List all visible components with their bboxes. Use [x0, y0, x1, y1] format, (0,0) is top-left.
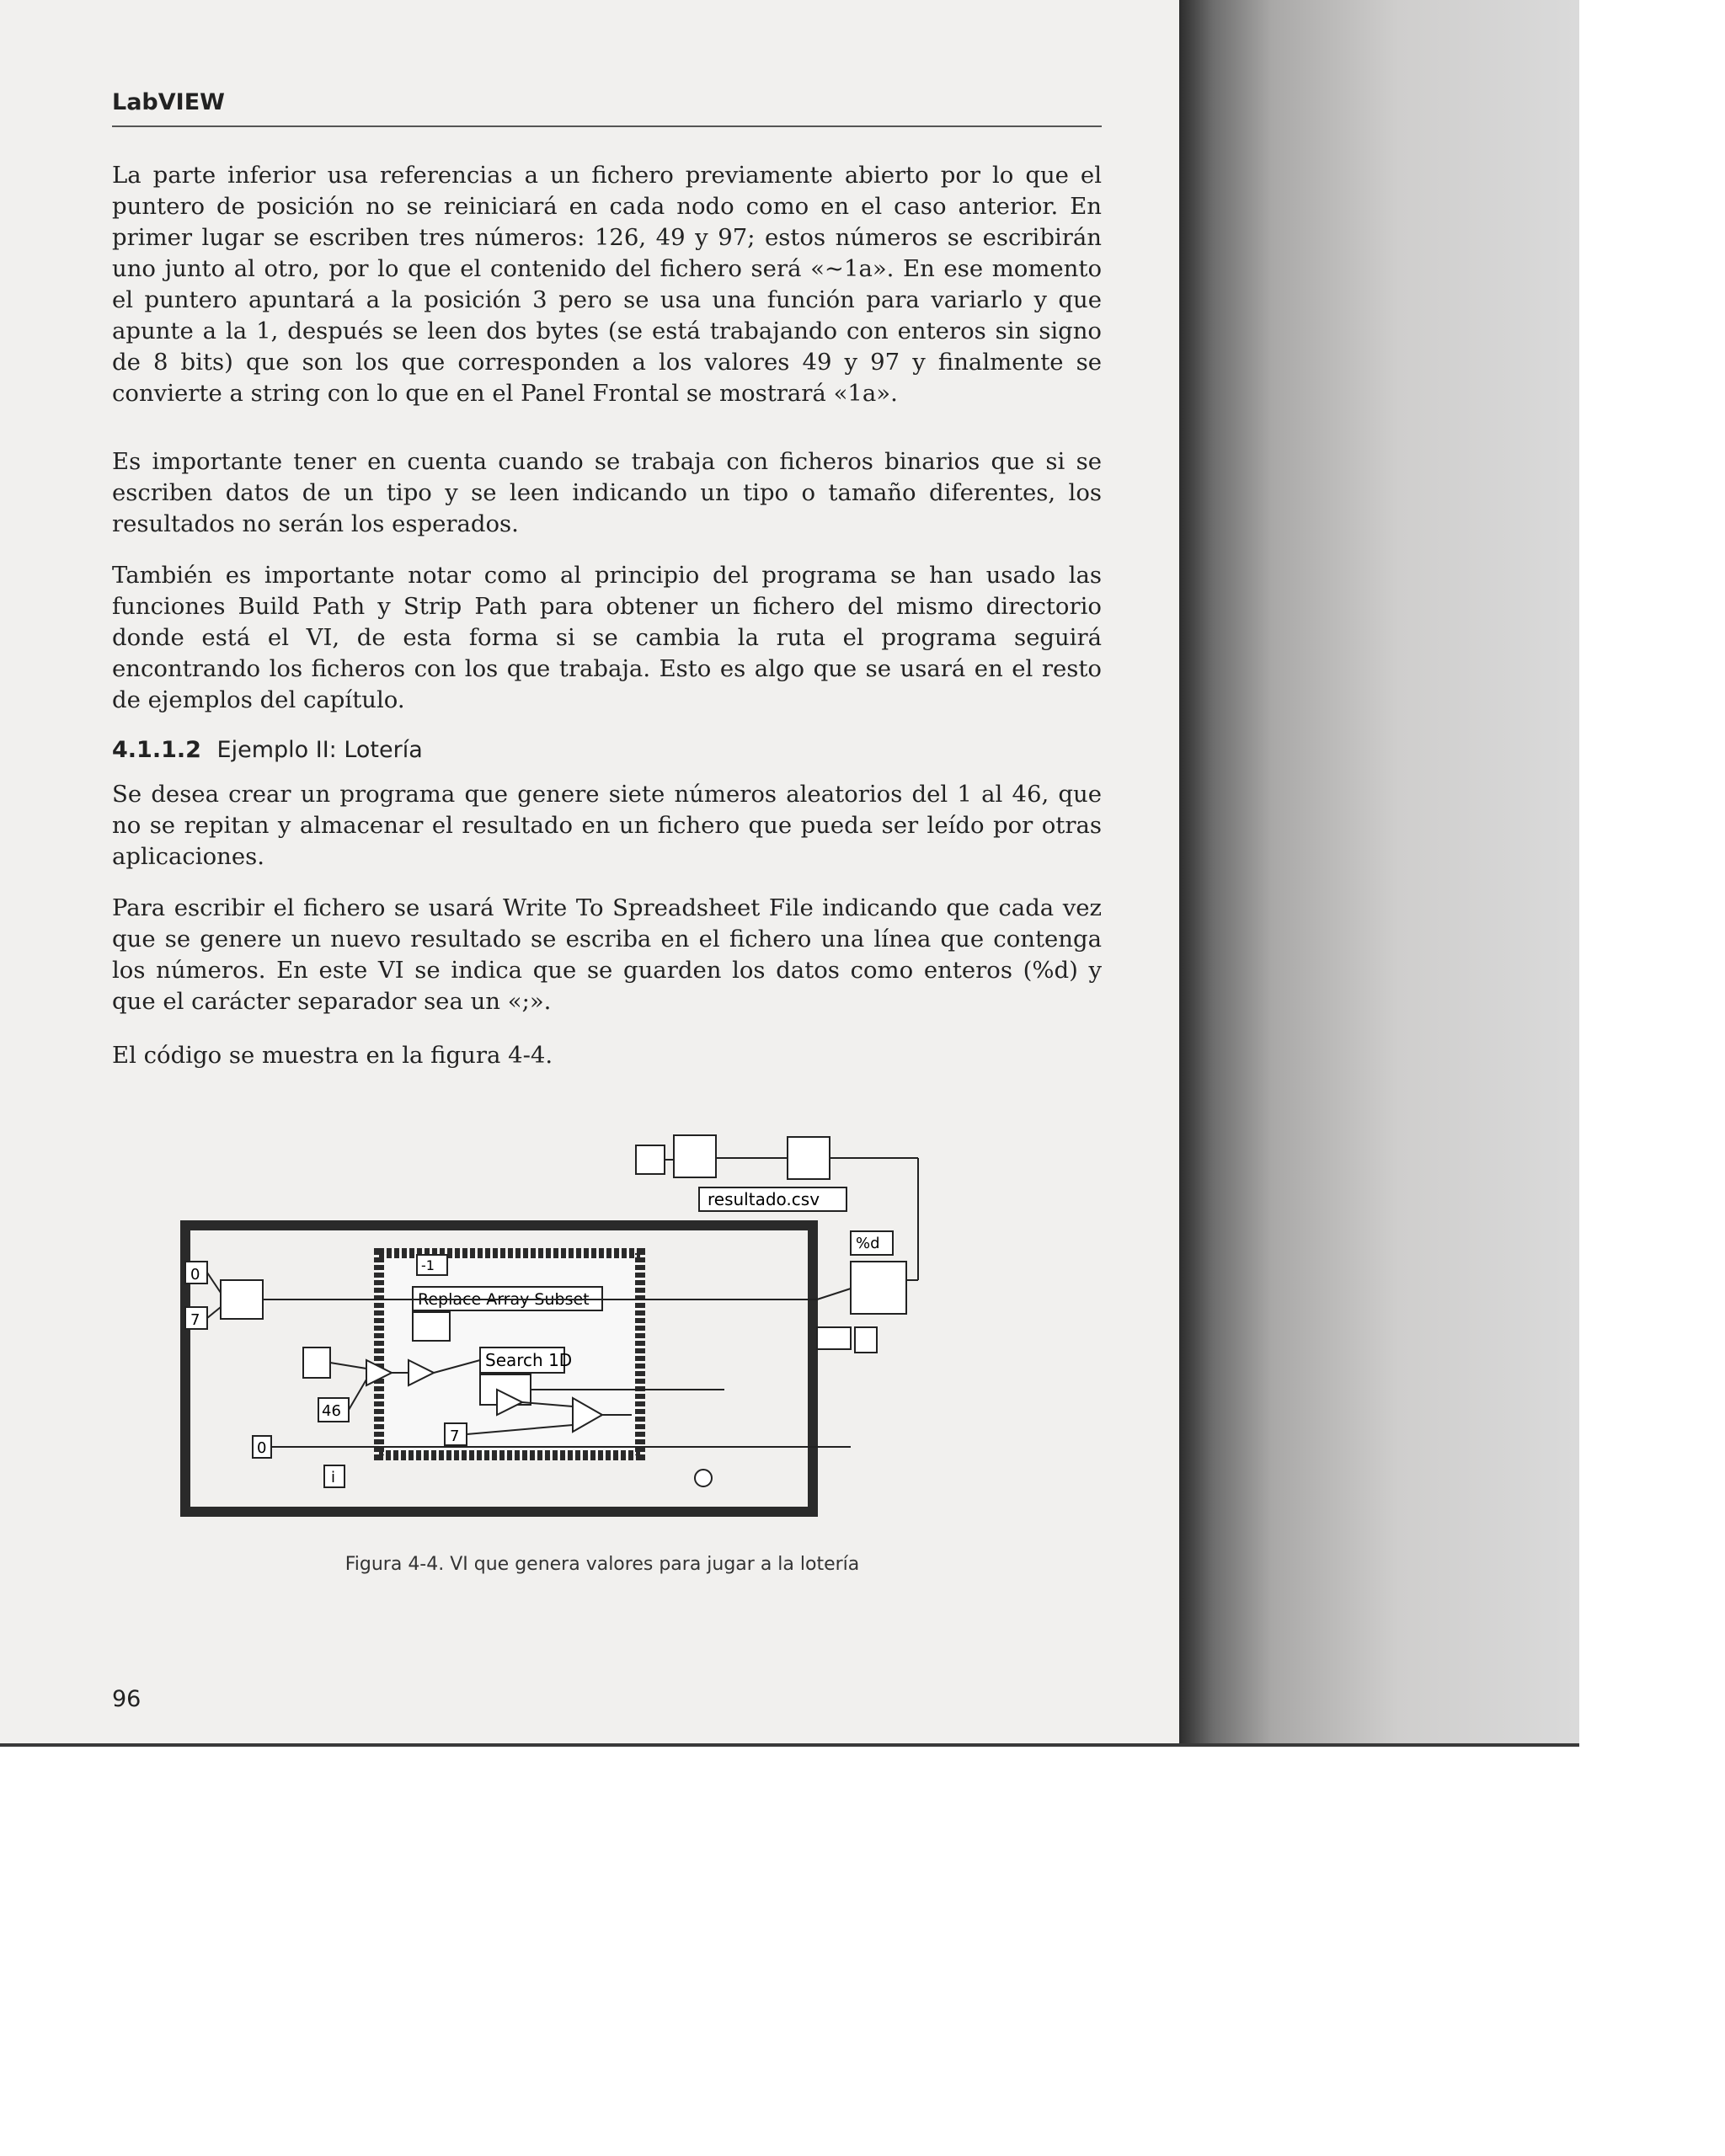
- page-edge-line: [0, 1743, 1579, 1747]
- format-constant: %d: [856, 1235, 880, 1252]
- write-spreadsheet-icon: [851, 1262, 906, 1314]
- const-minus-one: -1: [421, 1257, 435, 1273]
- labview-block-diagram: [177, 1120, 952, 1524]
- loop-condition-icon: [695, 1470, 712, 1486]
- binding-shadow: [1179, 0, 1579, 1743]
- file-name-text: resultado.csv: [708, 1189, 820, 1209]
- running-header: LabVIEW: [112, 89, 225, 115]
- paragraph-1: La parte inferior usa referencias a un fichero previamente abierto por lo que el puntero de posición no se reiniciará en cada nodo como en el caso anterior. En primer lugar se escriben tres números: 126, 49 y 97; estos números se escribirán uno junto al otro, por lo que el contenido del fichero será «~1a». En ese momento el puntero apuntará a la posición 3 pero se usa una función para variarlo y que apunte a la 1, después se leen dos bytes (se está trabajando con enteros sin signo de 8 bits) que son los que corresponden a los valores 49 y 97 y finalmente se convierte a string con lo que en el Panel Frontal se mostrará «1a».: [112, 162, 1102, 407]
- replace-array-icon: [413, 1312, 450, 1341]
- loop-index-label: i: [331, 1469, 336, 1486]
- random-number-icon: [303, 1348, 330, 1378]
- const-zero-b: 0: [257, 1439, 267, 1457]
- initialize-array-icon: [221, 1280, 263, 1319]
- section-number: 4.1.1.2: [112, 737, 201, 763]
- build-path-icon: [788, 1137, 830, 1179]
- section-title: Ejemplo II: Lotería: [216, 737, 423, 763]
- const-seven-b: 7: [450, 1428, 460, 1445]
- boolean-constant-icon: [817, 1327, 851, 1349]
- section-heading: [112, 737, 423, 763]
- search-1d-label: Search 1D: [485, 1350, 573, 1370]
- const-zero-a: 0: [190, 1266, 200, 1283]
- strip-path-icon: [674, 1135, 716, 1177]
- separator-constant-icon: [855, 1327, 877, 1353]
- const-seven-a: 7: [190, 1311, 200, 1329]
- const-46: 46: [322, 1402, 341, 1420]
- paragraph-6: El código se muestra en la figura 4-4.: [112, 1042, 553, 1069]
- path-constant-icon: [636, 1145, 665, 1174]
- page-number: 96: [112, 1686, 142, 1712]
- paragraph-4: Se desea crear un programa que genere siete números aleatorios del 1 al 46, que no se repitan y almacenar el resultado en un fichero que pueda ser leído por otras aplicaciones.: [112, 781, 1102, 870]
- figure-caption: Figura 4-4. VI que genera valores para jugar a la lotería: [344, 1554, 860, 1575]
- paragraph-3: También es importante notar como al principio del programa se han usado las funciones Build Path y Strip Path para obtener un fichero del mismo directorio donde está el VI, de esta forma si se cambia la ruta el programa seguirá encontrando los ficheros con los que trabaja. Esto es algo que se usará en el resto de ejemplos del capítulo.: [112, 562, 1102, 713]
- replace-array-subset-label: Replace Array Subset: [418, 1290, 590, 1309]
- paragraph-5: Para escribir el fichero se usará Write To Spreadsheet File indicando que cada vez que se genere un nuevo resultado se escriba en el fichero una línea que contenga los números. En este VI se indica que se guarden los datos como enteros (%d) y que el carácter separador sea un «;».: [112, 894, 1102, 1015]
- header-rule: [112, 125, 1102, 127]
- paragraph-2: Es importante tener en cuenta cuando se trabaja con ficheros binarios que si se escriben datos de un tipo y se leen indicando un tipo o tamaño diferentes, los resultados no serán los esperados.: [112, 448, 1102, 537]
